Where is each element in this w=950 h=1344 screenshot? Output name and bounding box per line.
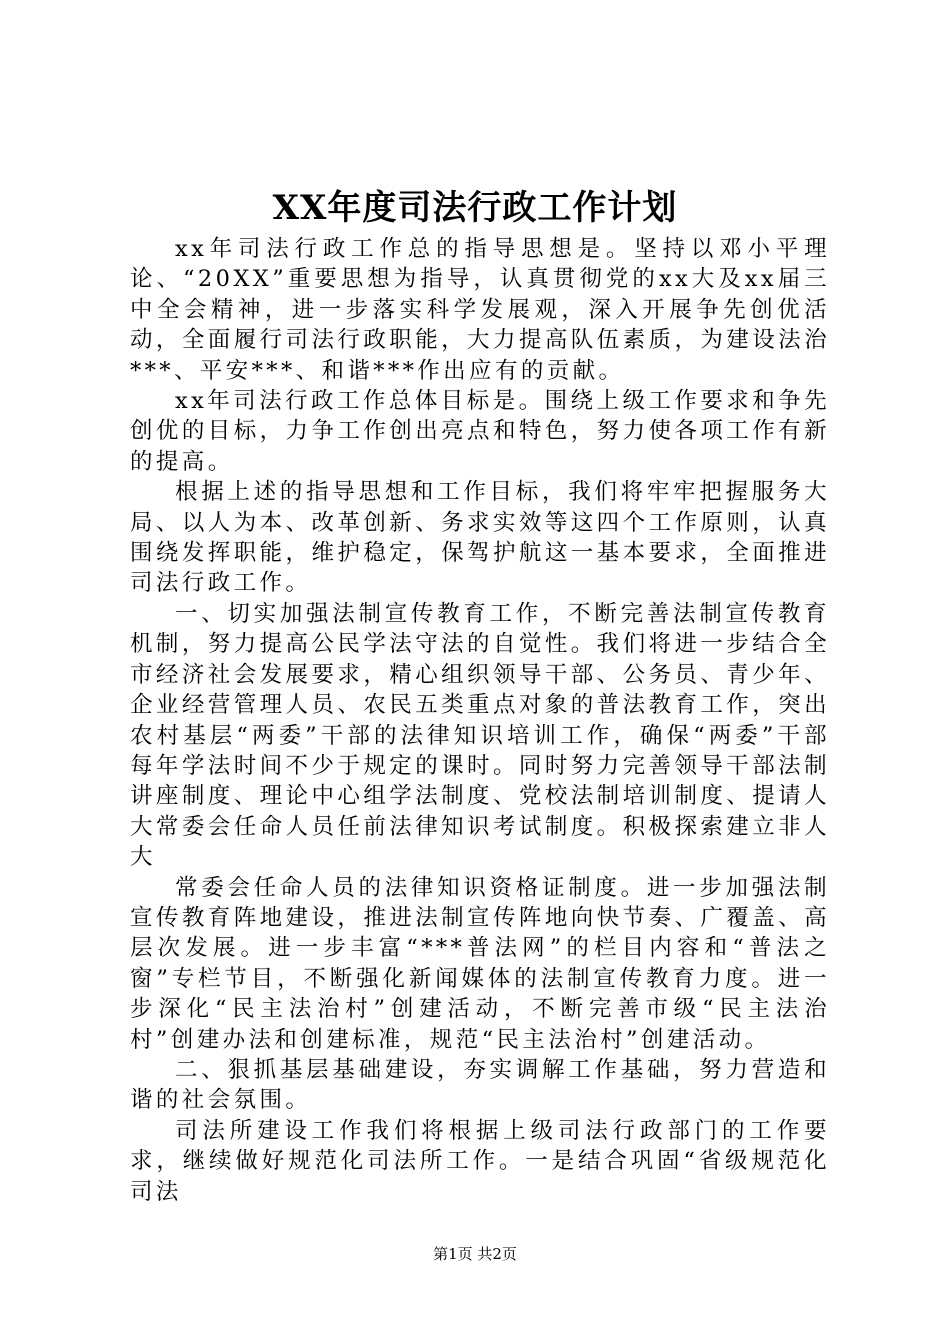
paragraph-judicial-office: 司法所建设工作我们将根据上级司法行政部门的工作要求，继续做好规范化司法所工作。一是结合巩固“省级规范化司法 xyxy=(130,1117,830,1205)
paragraph-section-one-continued: 常委会任命人员的法律知识资格证制度。进一步加强法制宣传教育阵地建设，推进法制宣传阵地向快节奏、广覆盖、高层次发展。进一步丰富“***普法网”的栏目内容和“普法之窗”专栏节目，不断强化新闻媒体的法制宣传教育力度。进一步深化“民主法治村”创建活动，不断完善市级“民主法治村”创建办法和创建标准，规范“民主法治村”创建活动。 xyxy=(130,874,830,1053)
paragraph-section-one: 一、切实加强法制宣传教育工作，不断完善法制宣传教育机制，努力提高公民学法守法的自觉性。我们将进一步结合全市经济社会发展要求，精心组织领导干部、公务员、青少年、企业经营管理人员、农民五类重点对象的普法教育工作，突出农村基层“两委”干部的法律知识培训工作，确保“两委”干部每年学法时间不少于规定的课时。同时努力完善领导干部法制讲座制度、理论中心组学法制度、党校法制培训制度、提请人大常委会任命人员任前法律知识考试制度。积极探索建立非人大 xyxy=(130,600,830,871)
document-title: XX年度司法行政工作计划 xyxy=(272,188,678,228)
document-body xyxy=(130,234,830,1207)
paragraph-guiding-ideology: xx年司法行政工作总的指导思想是。坚持以邓小平理论、“20XX”重要思想为指导，认真贯彻党的xx大及xx届三中全会精神，进一步落实科学发展观，深入开展争先创优活动，全面履行司法行政职能，大力提高队伍素质，为建设法治***、平安***、和谐***作出应有的贡献。 xyxy=(130,236,830,384)
paragraph-overall-goal: xx年司法行政工作总体目标是。围绕上级工作要求和争先创优的目标，力争工作创出亮点和特色，努力使各项工作有新的提高。 xyxy=(130,388,830,475)
paragraph-section-two-heading: 二、狠抓基层基础建设，夯实调解工作基础，努力营造和谐的社会氛围。 xyxy=(130,1056,830,1114)
page-number-footer: 第1页 共2页 xyxy=(433,1245,517,1263)
paragraph-work-principles: 根据上述的指导思想和工作目标，我们将牢牢把握服务大局、以人为本、改革创新、务求实效等这四个工作原则，认真围绕发挥职能，维护稳定，保驾护航这一基本要求，全面推进司法行政工作。 xyxy=(130,479,830,597)
